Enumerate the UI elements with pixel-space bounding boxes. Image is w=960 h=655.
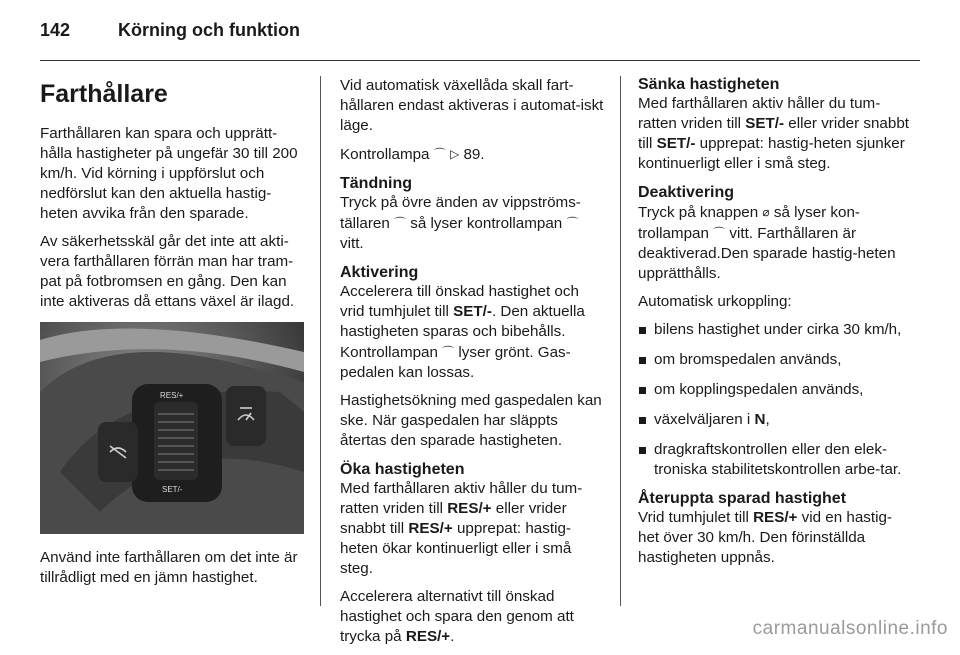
header-rule — [40, 60, 920, 61]
steering-wheel-controls-illustration — [40, 322, 304, 534]
paragraph: Av säkerhetsskäl går det inte att akti-vera farthållaren förrän man har tram-pat på fotbromsen en gång. Den kan inte aktiveras då ettans växel är ilagd. — [40, 233, 295, 310]
paragraph: Accelerera till önskad hastighet och vrid tumhjulet till SET/-. Den aktuella hastigheten sparas och bibehålls. Kontrollampan ⌒ lyser grönt. Gas-pedalen kan lossas. — [340, 283, 585, 381]
paragraph: Vrid tumhjulet till RES/+ vid en hastig-het över 30 km/h. Den förinställda hastigheten uppnås. — [638, 509, 892, 566]
paragraph: Med farthållaren aktiv håller du tum-ratten vriden till RES/+ eller vrider snabbt till RES/+ upprepat: hastig-heten ökar kontinuerligt eller i små steg. — [340, 480, 583, 577]
steering-wheel-photo — [40, 322, 304, 534]
column-2 — [340, 76, 605, 655]
page-number: 142 — [40, 20, 71, 40]
section-heading: Sänka hastigheten — [638, 76, 780, 93]
paragraph: Hastighetsökning med gaspedalen kan ske. När gaspedalen har släppts återtas den sparade hastigheten. — [340, 392, 602, 449]
section-heading: Återuppta sparad hastighet — [638, 490, 847, 507]
list-item: bilens hastighet under cirka 30 km/h, — [638, 320, 910, 340]
set-label: SET/- — [162, 485, 183, 494]
cruise-control-icon: ⌒ — [394, 216, 407, 230]
paragraph: Accelerera alternativt till önskad hastighet och spara den genom att trycka på RES/+. — [340, 588, 574, 645]
cruise-control-icon: ⌒ — [433, 147, 446, 161]
cruise-control-icon: ⌒ — [442, 345, 455, 359]
column-1 — [40, 76, 304, 596]
paragraph: Vid automatisk växellåda skall fart-hållaren endast aktiveras i automat-iskt läge. — [340, 77, 604, 134]
list-item: om bromspedalen används, — [638, 350, 910, 370]
column-divider — [620, 76, 621, 606]
cruise-cancel-icon: ⌀ — [762, 205, 770, 219]
section-heading: Tändning — [340, 175, 412, 192]
section-title: Farthållare — [40, 80, 168, 108]
cruise-control-icon: ⌒ — [713, 226, 726, 240]
paragraph: Tryck på knappen ⌀ så lyser kon-trollampan ⌒ vitt. Farthållaren är deaktiverad.Den sparade hastig-heten upprätthålls. — [638, 204, 896, 282]
paragraph: Använd inte farthållaren om det inte är tillrådligt med en jämn hastighet. — [40, 549, 298, 586]
paragraph: Med farthållaren aktiv håller du tum-ratten vriden till SET/- eller vrider snabbt till SET/- upprepat: hastig-heten sjunker kontinuerligt eller i små steg. — [638, 95, 909, 172]
paragraph: Automatisk urkoppling: — [638, 293, 792, 310]
list-item: växelväljaren i N, — [638, 410, 910, 430]
section-heading: Öka hastigheten — [340, 461, 465, 478]
paragraph: Tryck på övre änden av vippströms-tällaren ⌒ så lyser kontrollampan ⌒ vitt. — [340, 194, 581, 252]
paragraph: Farthållaren kan spara och upprätt-hålla hastigheter på ungefär 30 till 200 km/h. Vid körning i uppförslut och nedförslut kan den aktuella hastig-heten avvika från den sparade. — [40, 125, 298, 222]
res-label: RES/+ — [160, 391, 184, 400]
cruise-control-icon: ⌒ — [566, 216, 579, 230]
list-item: om kopplingspedalen används, — [638, 380, 910, 400]
list-item: dragkraftskontrollen eller den elek-troniska stabilitetskontrollen arbe-tar. — [638, 440, 910, 480]
section-heading: Aktivering — [340, 264, 419, 281]
page-header — [40, 20, 300, 46]
column-3 — [638, 76, 910, 576]
bullet-list — [638, 320, 910, 480]
chapter-title: Körning och funktion — [118, 20, 300, 40]
watermark: carmanualsonline.info — [752, 618, 948, 639]
column-divider — [320, 76, 321, 606]
section-heading: Deaktivering — [638, 184, 735, 201]
paragraph: Kontrollampa ⌒ ▷ 89. — [340, 146, 485, 163]
page-reference-icon: ▷ — [449, 147, 460, 161]
